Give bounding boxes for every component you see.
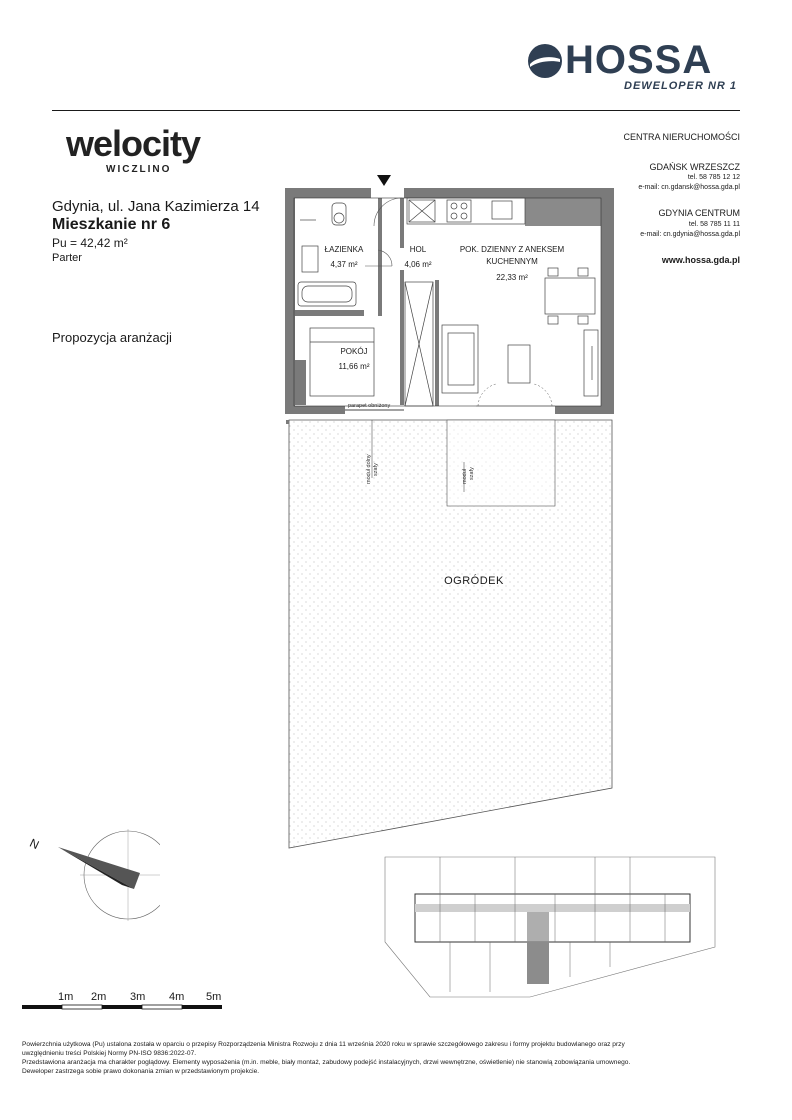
scale-label: 1m [58, 991, 74, 1003]
office-name-gdansk: GDAŃSK WRZESZCZ [649, 162, 740, 172]
scale-label: 5m [206, 991, 222, 1003]
website-link[interactable]: www.hossa.gda.pl [661, 255, 740, 265]
disclaimer-line: uwzględnieniu treści Polskiej Normy PN-ISO 9836:2022-07. [22, 1050, 197, 1057]
wardrobe-module-note-2b: szafy [469, 467, 475, 480]
garden-area [289, 420, 612, 848]
office-name-gdynia: GDYNIA CENTRUM [658, 208, 740, 218]
garden-label: OGRÓDEK [444, 575, 504, 587]
parapet-note: parapet obniżony [348, 403, 391, 409]
building-key-plan [380, 852, 720, 1012]
wardrobe-module-note-1a: moduł dolny [366, 454, 372, 484]
legal-disclaimer [22, 1040, 772, 1076]
apartment-title: Mieszkanie nr 6 [52, 216, 171, 233]
apartment-address: Gdynia, ul. Jana Kazimierza 14 [52, 198, 260, 215]
apartment-area: Pu = 42,42 m² [52, 236, 128, 250]
project-logo-location: WICZLINO [106, 164, 172, 175]
entrance-arrow-icon [377, 175, 391, 186]
room-area-bedroom: 11,66 m² [338, 362, 370, 371]
room-name-bathroom: ŁAZIENKA [324, 245, 364, 254]
room-name-hall: HOL [409, 245, 427, 254]
scale-labels [0, 991, 260, 1005]
project-logo-text: welocity [66, 123, 201, 164]
living-furniture [442, 325, 598, 396]
scale-label: 4m [169, 991, 185, 1003]
arrangement-note: Propozycja aranżacji [52, 330, 172, 345]
developer-logo-text: HOSSA [565, 38, 713, 82]
wardrobe-module-note-2a: moduł [462, 469, 468, 484]
developer-tagline: DEWELOPER NR 1 [624, 80, 738, 92]
disclaimer-line: Powierzchnia użytkowa (Pu) ustalona została w oparciu o przepisy Rozporządzenia Ministra Rozwoju z dnia 11 września 2020 roku w sprawie szczegółowego zakresu i formy projektu budowlanego oraz przy [22, 1041, 625, 1048]
scale-label: 2m [91, 991, 107, 1003]
room-area-bathroom: 4,37 m² [330, 260, 358, 269]
office-email-gdynia[interactable]: e-mail: cn.gdynia@hossa.gda.pl [640, 231, 740, 238]
compass-north-label: N [27, 835, 42, 853]
office-phone-gdynia: tel. 58 785 11 11 [688, 221, 740, 228]
room-area-living: 22,33 m² [496, 273, 528, 282]
office-email-gdansk[interactable]: e-mail: cn.gdansk@hossa.gda.pl [638, 184, 740, 191]
office-phone-gdansk: tel. 58 785 12 12 [687, 174, 740, 181]
contact-heading: CENTRA NIERUCHOMOŚCI [623, 132, 740, 142]
scale-label: 3m [130, 991, 146, 1003]
apartment-floor: Parter [52, 252, 82, 264]
room-name-bedroom: POKÓJ [340, 347, 368, 356]
room-area-hall: 4,06 m² [404, 260, 432, 269]
room-name-living: POK. DZIENNY Z ANEKSEM [459, 245, 565, 254]
room-name-living-line2: KUCHENNYM [486, 257, 538, 266]
compass-rose-icon [30, 825, 160, 935]
disclaimer-line: Przedstawiona aranżacja ma charakter poglądowy. Elementy wyposażenia (m.in. meble, biały montaż, zabudowy podejść instalacyjnych, drzwi wewnętrzne, oświetlenie) nie stanowią zobowiązania umownego. [22, 1059, 631, 1066]
wardrobe-module-note-1b: szafy [373, 463, 379, 476]
disclaimer-line: Deweloper zastrzega sobie prawo dokonania zmian w przedstawionym projekcie. [22, 1068, 260, 1075]
hall-wardrobe [405, 282, 433, 406]
kitchen-counter [407, 198, 525, 224]
